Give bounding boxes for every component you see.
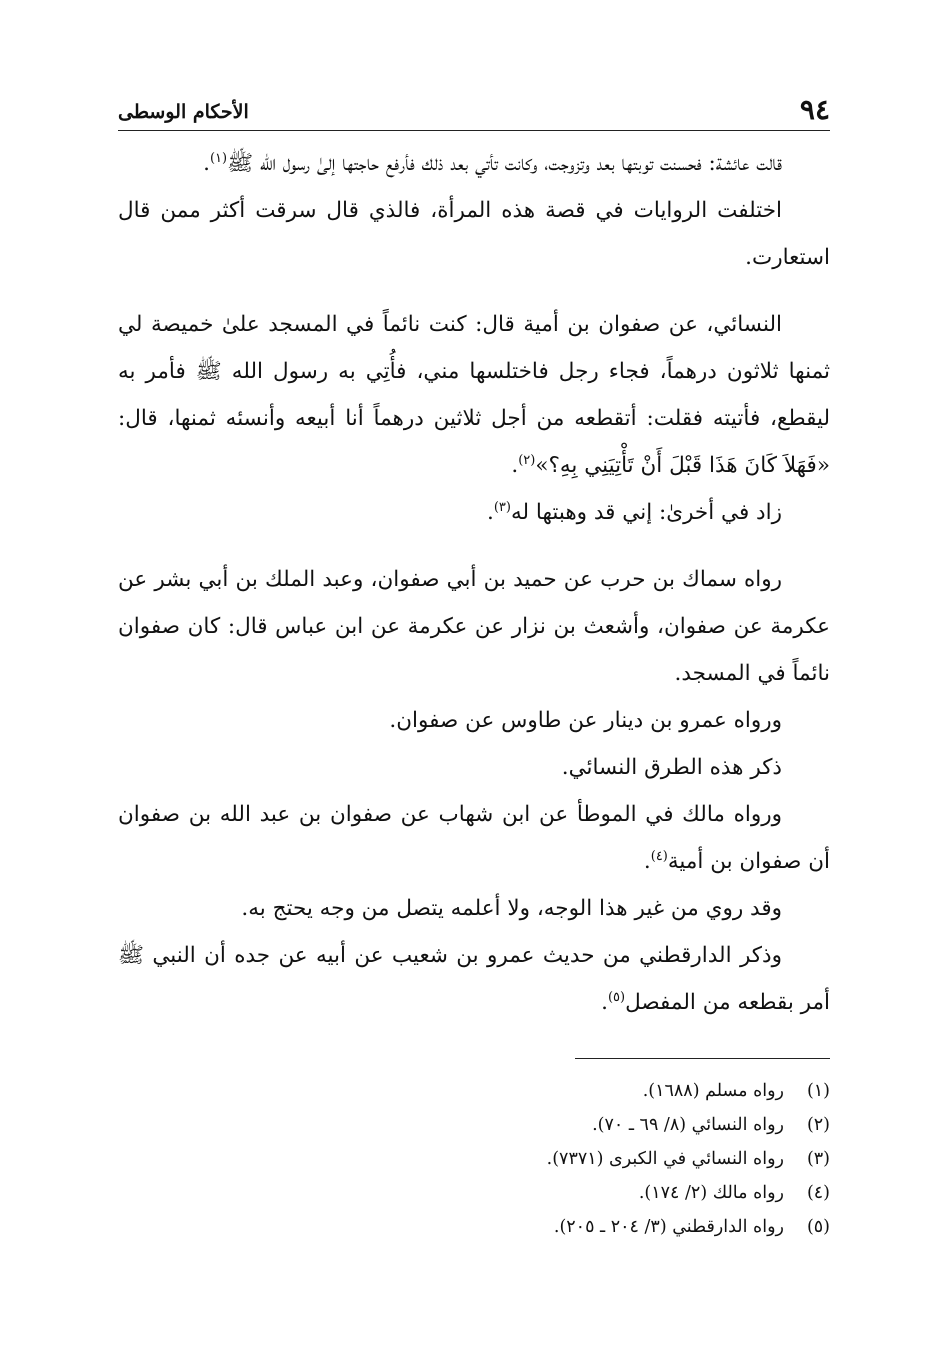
paragraph: وقد روي من غير هذا الوجه، ولا أعلمه يتصل من وجه يحتج به. xyxy=(241,896,782,921)
footnote xyxy=(118,1176,830,1210)
footnote xyxy=(118,1108,830,1142)
footnote-ref: (١) xyxy=(209,150,228,166)
footnote-mark: (٤) xyxy=(806,1183,830,1203)
footnote-text: رواه مالك (٢/ ١٧٤). xyxy=(638,1183,784,1203)
paragraph: ورواه مالك في الموطأ عن ابن شهاب عن صفوان بن عبد الله بن صفوان أن صفوان بن أمية$^{(٤)}$. xyxy=(118,802,830,874)
paragraph: وذكر الدارقطني من حديث عمرو بن شعيب عن أبيه عن جده أن النبي ﷺ أمر بقطعه من المفصل$^{(٥)}$. xyxy=(118,943,830,1015)
running-title: الأحكام الوسطى xyxy=(118,101,249,123)
footnote-text: رواه الدارقطني (٣/ ٢٠٤ ـ ٢٠٥). xyxy=(553,1217,784,1237)
footnote-mark: (١) xyxy=(806,1081,830,1101)
footnote-text: رواه مسلم (١٦٨٨). xyxy=(642,1081,784,1101)
footnote-ref: (٤) xyxy=(650,848,668,864)
footnote-ref: (٢) xyxy=(518,452,536,468)
footnote-text: رواه النسائي في الكبرى (٧٣٧١). xyxy=(546,1149,784,1169)
footnote-mark: (٢) xyxy=(806,1115,830,1135)
footnote-ref: (٥) xyxy=(607,989,626,1005)
paragraph: ورواه عمرو بن دينار عن طاوس عن صفوان. xyxy=(389,708,782,733)
paragraph: النسائي، عن صفوان بن أمية قال: كنت نائماً في المسجد علىٰ خميصة لي ثمنها ثلاثون درهماً، فجاء رجل فاختلسها مني، فأُتِي به رسول الله ﷺ فأمر به ليقطع، فأتيته فقلت: أتقطعه من أجل ثلاثين درهماً أنا أبيعه وأنسئه ثمنها، قال: «فَهَلاَ كَانَ هَذَا قَبْلَ أَنْ تَأْتِيَنِي بِهِ؟»$^{(٢)}$. xyxy=(118,312,830,478)
main-text xyxy=(118,140,830,1026)
footnote xyxy=(118,1210,830,1244)
paragraph: ذكر هذه الطرق النسائي. xyxy=(561,755,782,780)
page-header xyxy=(118,86,830,131)
footnote xyxy=(118,1074,830,1108)
paragraph: زاد في أخرىٰ: إني قد وهبتها له$^{(٣)}$. xyxy=(487,499,782,525)
footnote-mark: (٥) xyxy=(806,1217,830,1237)
footnote-ref: (٣) xyxy=(493,499,511,515)
footnote-divider xyxy=(575,1058,830,1059)
footnote-mark: (٣) xyxy=(806,1149,830,1169)
paragraph: قالت عائشة: فحسنت توبتها بعد وتزوجت، وكانت تأتي بعد ذلك فأرفع حاجتها إلىٰ رسول الله ﷺ$^{(١)}$. xyxy=(203,150,782,176)
footnote-text: رواه النسائي (٨/ ٦٩ ـ ٧٠). xyxy=(592,1115,784,1135)
footnotes xyxy=(118,1074,830,1244)
footnote xyxy=(118,1142,830,1176)
paragraph: رواه سماك بن حرب عن حميد بن أبي صفوان، وعبد الملك بن أبي بشر عن عكرمة عن صفوان، وأشعث بن نزار عن عكرمة عن ابن عباس قال: كان صفوان نائماً في المسجد. xyxy=(118,567,830,686)
paragraph: اختلفت الروايات في قصة هذه المرأة، فالذي قال سرقت أكثر ممن قال استعارت. xyxy=(118,198,830,270)
page-number: ٩٤ xyxy=(799,93,830,126)
